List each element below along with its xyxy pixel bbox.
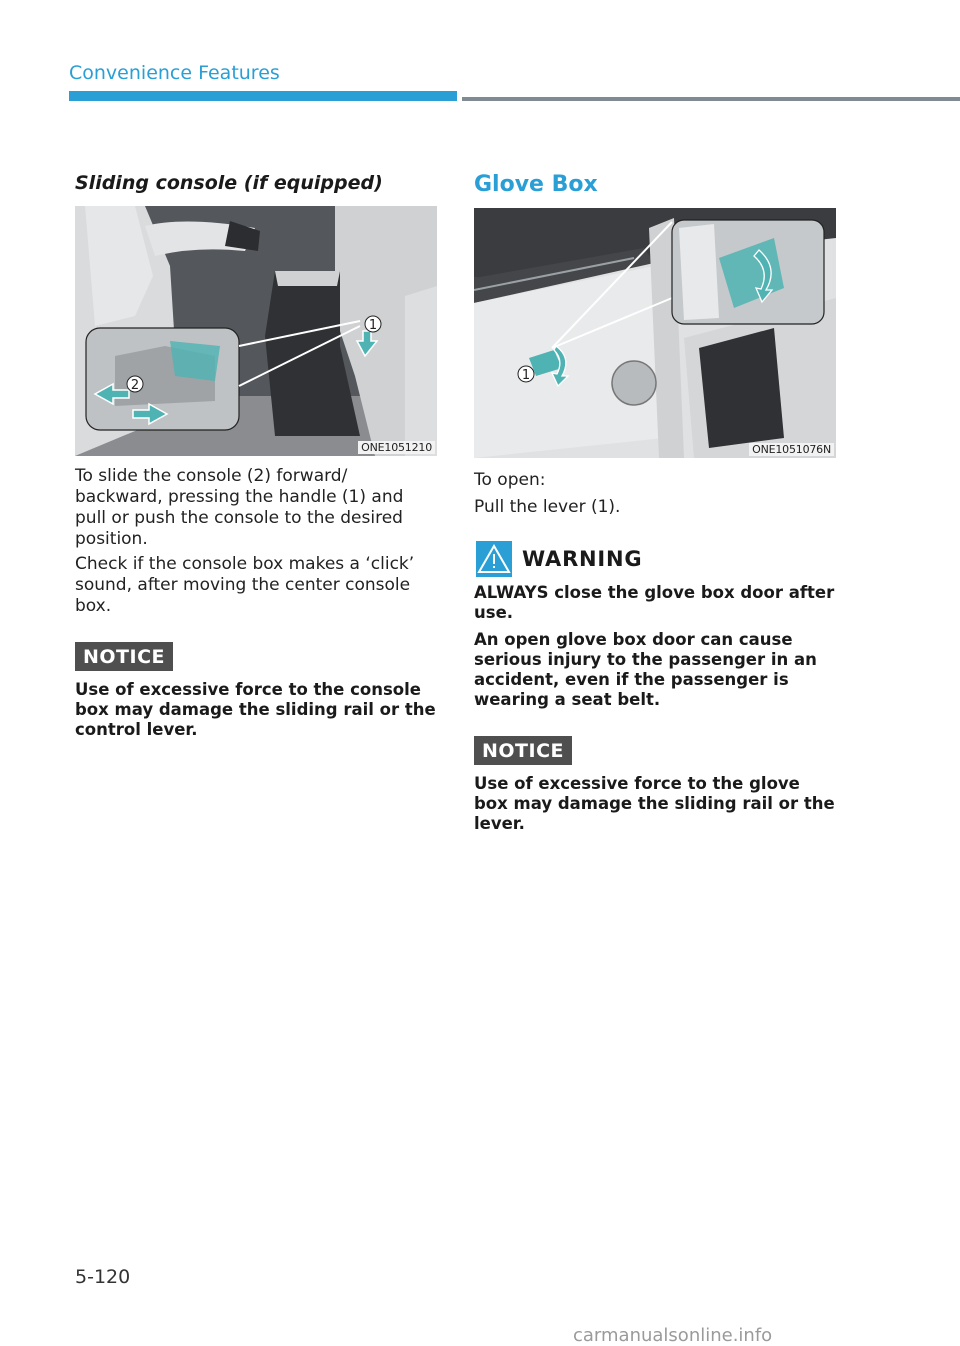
section-title-glove-box: Glove Box — [474, 172, 598, 197]
sliding-console-illustration — [75, 206, 437, 456]
header-rule-gray — [462, 97, 960, 101]
glove-box-illustration — [474, 208, 836, 458]
warning-text-2: An open glove box door can cause serious injury to the passenger in an accident, even if the passenger is wearing a seat belt. — [474, 630, 817, 709]
figure-sliding-console — [75, 206, 437, 456]
header-title: Convenience Features — [69, 62, 280, 84]
figure-code-right: ONE1051076N — [749, 443, 834, 456]
right-para-2: Pull the lever (1). — [474, 497, 621, 517]
figure-code-left: ONE1051210 — [358, 441, 435, 454]
notice-text-left: Use of excessive force to the console box may damage the sliding rail or the control lever. — [75, 680, 436, 739]
notice-label-left: NOTICE — [75, 642, 173, 671]
callout-2-left: 2 — [130, 378, 140, 393]
left-para-1: To slide the console (2) forward/ backward, pressing the handle (1) and pull or push the console to the desired position. — [75, 466, 404, 549]
warning-triangle-icon — [476, 541, 512, 577]
notice-text-right: Use of excessive force to the glove box may damage the sliding rail or the lever. — [474, 774, 835, 833]
callout-1-right: 1 — [521, 368, 531, 383]
watermark: carmanualsonline.info — [573, 1325, 773, 1346]
section-title-sliding-console: Sliding console (if equipped) — [75, 172, 383, 194]
callout-1-left: 1 — [368, 318, 378, 333]
warning-text-1: ALWAYS close the glove box door after use. — [474, 583, 835, 622]
left-para-2: Check if the console box makes a ‘click’ sound, after moving the center console box. — [75, 554, 415, 616]
figure-glove-box — [474, 208, 836, 458]
warning-label: WARNING — [522, 547, 643, 571]
header-rule-blue — [69, 91, 457, 101]
notice-label-right: NOTICE — [474, 736, 572, 765]
page-number: 5-120 — [75, 1266, 131, 1288]
warning-header — [476, 541, 642, 577]
right-para-1: To open: — [474, 470, 546, 490]
